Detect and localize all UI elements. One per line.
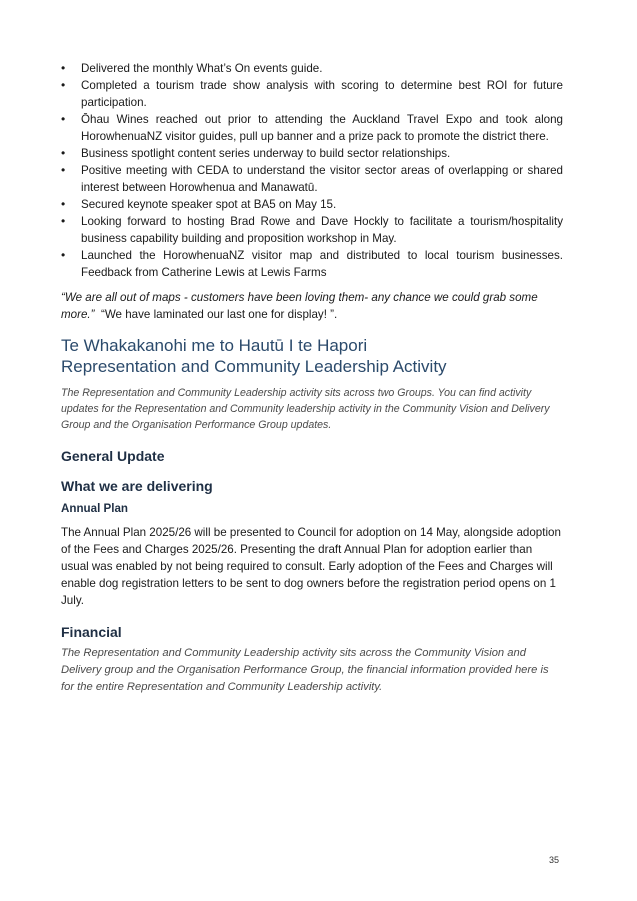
bullet-item: • Secured keynote speaker spot at BA5 on May 15. bbox=[61, 196, 563, 213]
bullet-item: • Positive meeting with CEDA to understand the visitor sector areas of overlapping or shared interest between Horowhenua and Manawatū. bbox=[61, 162, 563, 196]
page-content bbox=[61, 60, 563, 696]
annual-plan-heading: Annual Plan bbox=[61, 502, 128, 515]
section-intro: The Representation and Community Leadership activity sits across two Groups. You can find activity updates for the Representation and Community leadership activity in the Community Vision and Delivery Group and the Organisation Performance Group updates. bbox=[61, 387, 550, 431]
quote-plain: “We have laminated our last one for display! ”. bbox=[100, 308, 338, 321]
general-update-heading: General Update bbox=[61, 448, 165, 464]
bullet-item: • Ōhau Wines reached out prior to attending the Auckland Travel Expo and took along HorowhenuaNZ visitor guides, pull up banner and a prize pack to promote the district there. bbox=[61, 111, 563, 145]
update-bullet-list bbox=[61, 60, 563, 281]
customer-quote bbox=[61, 289, 563, 323]
section-title-english: Representation and Community Leadership Activity bbox=[61, 357, 447, 376]
bullet-item: • Looking forward to hosting Brad Rowe and Dave Hockly to facilitate a tourism/hospitality business capability building and proposition workshop in May. bbox=[61, 213, 563, 247]
bullet-item: • Business spotlight content series underway to build sector relationships. bbox=[61, 145, 563, 162]
bullet-item: • Launched the HorowhenuaNZ visitor map and distributed to local tourism businesses. Feedback from Catherine Lewis at Lewis Farms bbox=[61, 247, 563, 281]
section-title-maori: Te Whakakanohi me to Hautū I te Hapori bbox=[61, 336, 368, 355]
annual-plan-text: The Annual Plan 2025/26 will be presented to Council for adoption on 14 May, alongside adoption of the Fees and Charges 2025/26. Presenting the draft Annual Plan for adoption earlier than usual was enabled by not being required to consult. Early adoption of the Fees and Charges will enable dog registration letters to be sent to dog owners before the registration period opens on 1 July. bbox=[61, 526, 561, 607]
quote-italic: “We are all out of maps - customers have been loving them- any chance we could grab some more.” bbox=[61, 291, 538, 321]
bullet-item: • Delivered the monthly What’s On events guide. bbox=[61, 60, 563, 77]
financial-heading: Financial bbox=[61, 624, 122, 640]
delivering-heading: What we are delivering bbox=[61, 478, 213, 494]
bullet-item: • Completed a tourism trade show analysis with scoring to determine best ROI for future participation. bbox=[61, 77, 563, 111]
financial-text: The Representation and Community Leadership activity sits across the Community Vision and Delivery group and the Organisation Performance Group, the financial information provided here is for the entire Representation and Community Leadership activity. bbox=[61, 647, 549, 693]
page-number: 35 bbox=[549, 855, 560, 865]
